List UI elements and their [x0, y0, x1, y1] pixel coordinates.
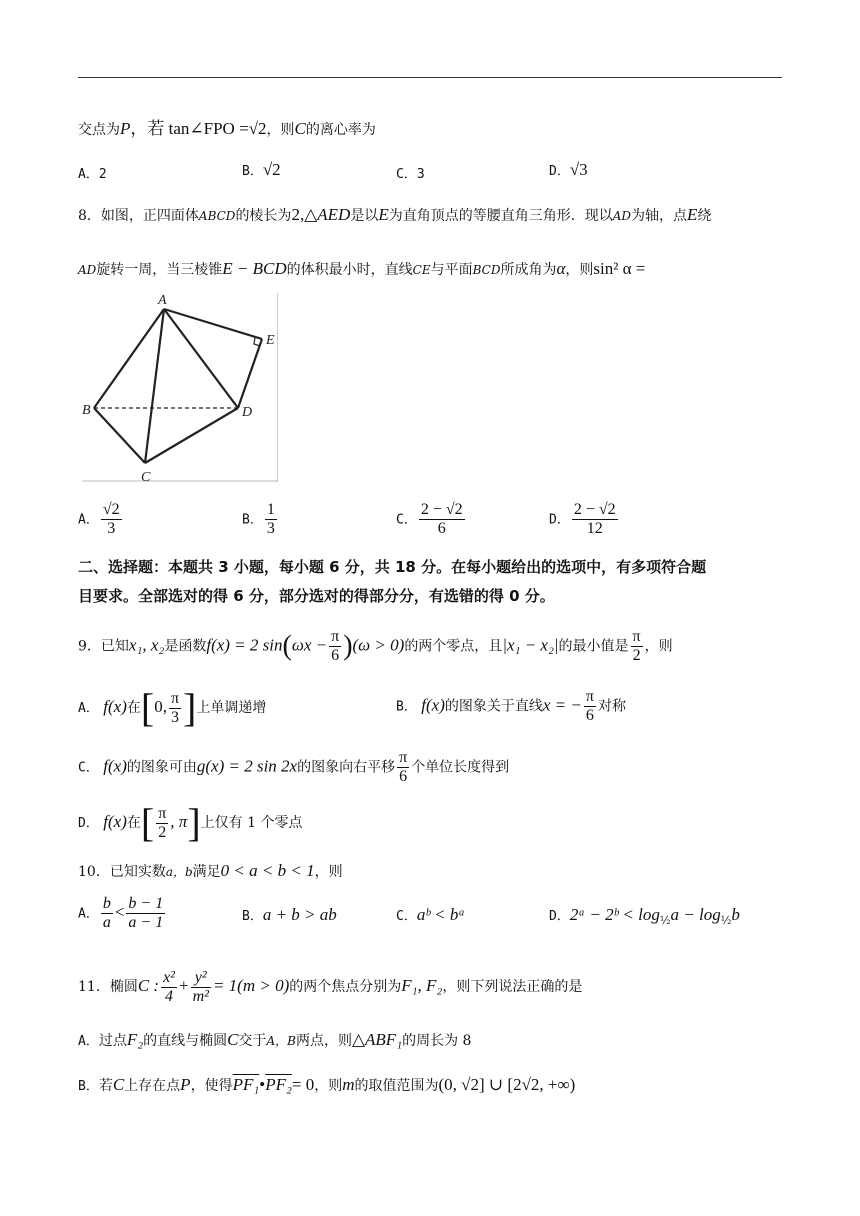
- section-heading-line2: 目要求。全部选对的得 6 分，部分选对的得部分分，有选错的得 0 分。: [78, 587, 555, 605]
- edge-cd: [145, 408, 238, 463]
- q7-option-b: B．√2: [242, 160, 281, 179]
- q10-option-b: B．a + b > ab: [242, 905, 337, 924]
- q8-line1: 8．如图，正四面体ABCD的棱长为2,△AED是以E为直角顶点的等腰直角三角形．现以AD为轴，点E绕: [78, 205, 712, 224]
- q7-option-c: C．3: [396, 167, 425, 182]
- q8-option-b: B． $\frac{1}{3}$: [242, 501, 275, 537]
- edge-ad: [164, 309, 238, 408]
- edge-bc: [94, 408, 145, 463]
- q9-option-c: C． f(x)的图象可由g(x) = 2 sin 2x的图象向右平移 $\frac{\pi}{6}$ 个单位长度得到: [78, 749, 510, 785]
- q10-option-a: A． $\frac{b}{a}$ < $\frac{b - 1}{a - 1}$: [78, 895, 164, 931]
- q10-stem: 10．已知实数a，b满足0 < a < b < 1，则: [78, 861, 343, 880]
- label-d: D: [242, 405, 253, 420]
- q7-text: 交点为P，若 tan∠FPO =√2，则C的离心率为: [78, 119, 376, 138]
- q9-stem: 9．已知x₁, x₂是函数f(x) = 2 sin(ωx − $\frac{\pi}{6}$ )(ω > 0)的两个零点，且|x₁ − x₂|的最小值是 $\frac{\pi}{2}$ ，则: [78, 628, 673, 664]
- q7-option-a: A．2: [78, 167, 107, 182]
- q8-option-c: C． $\frac{2 - √2}{6}$: [396, 501, 463, 537]
- q8-option-d: D． $\frac{2 - √2}{12}$: [549, 501, 616, 537]
- q9-option-b: B． f(x)的图象关于直线x = − $\frac{\pi}{6}$ 对称: [396, 688, 626, 724]
- q7-option-d: D．√3: [549, 160, 588, 179]
- label-e: E: [266, 333, 275, 348]
- label-c: C: [141, 470, 151, 482]
- q8-option-a: A． $\frac{√2}{3}$: [78, 501, 120, 537]
- edge-ae: [164, 309, 262, 339]
- section-heading-line1: 二、选择题：本题共 3 小题，每小题 6 分，共 18 分。在每小题给出的选项中，有多项符合题: [78, 558, 707, 576]
- q8-line2: AD旋转一周，当三棱锥E − BCD的体积最小时，直线CE与平面BCD所成角为α，则sin² α =: [78, 259, 646, 278]
- q10-option-c: C．aᵇ < bᵃ: [396, 905, 466, 924]
- label-b: B: [82, 403, 91, 418]
- q10-option-d: D．2ᵃ − 2ᵇ < $\log_{\frac{1}{2}}a - \log_{\frac{1}{2}}b$: [549, 905, 740, 927]
- tetrahedron-figure: [82, 293, 278, 482]
- header-rule: [78, 77, 782, 78]
- q9-option-d: D． f(x)在[ $\frac{\pi}{2}$ , π]上仅有 1 个零点: [78, 800, 303, 845]
- q9-option-a: A． f(x)在[0, $\frac{\pi}{3}$ ]上单调递增: [78, 685, 267, 730]
- q11-stem: 11．椭圆C : $\frac{\text{x²}}{4}$ + $\frac{\text{y²}}{\text{m²}}$ = 1(m > 0)的两个焦点分别为F₁, F₂，则下列说法正确的是: [78, 968, 583, 1005]
- label-a: A: [158, 293, 167, 308]
- q11-option-b: B．若C上存在点P，使得PF₁•PF₂= 0，则m的取值范围为(0, √2] ∪ [2√2, +∞): [78, 1075, 576, 1094]
- q11-option-a: A．过点F₂的直线与椭圆C交于A，B两点，则△ABF₁的周长为 8: [78, 1030, 472, 1049]
- edge-ed: [238, 339, 262, 408]
